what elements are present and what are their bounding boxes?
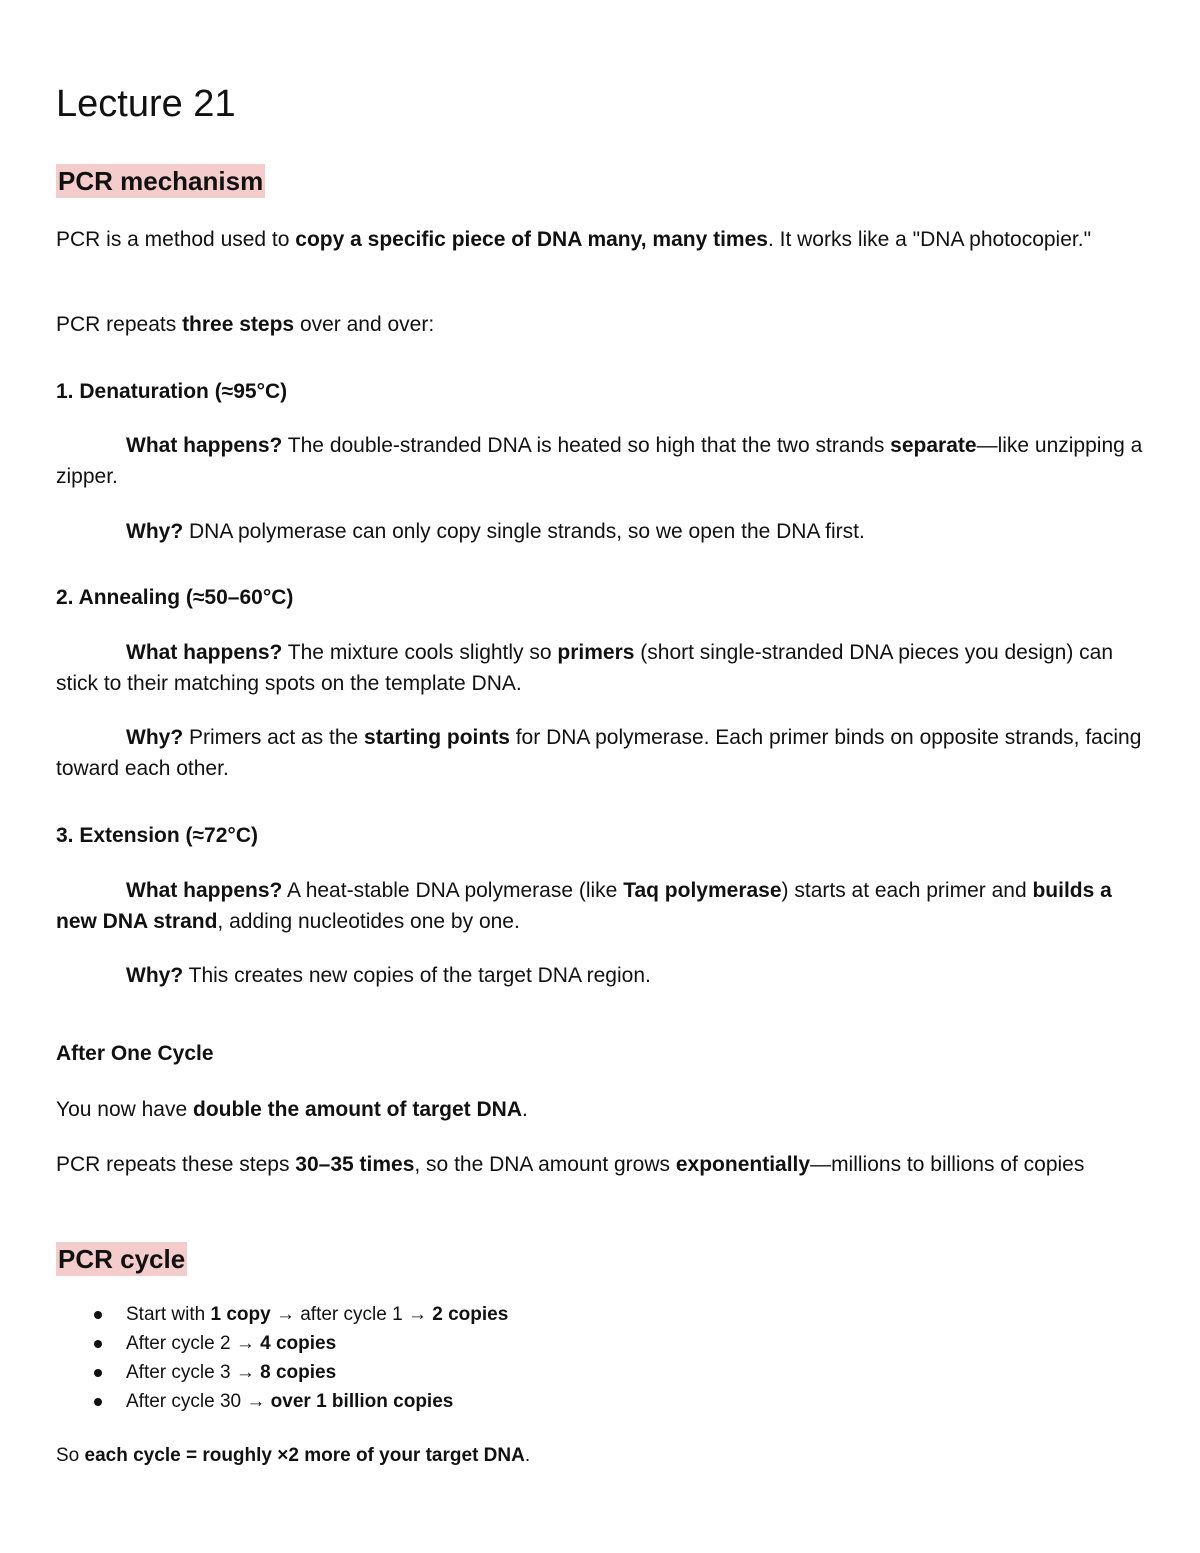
- bold-text: three steps: [182, 313, 295, 336]
- text-span: After cycle 30 →: [126, 1391, 271, 1412]
- bullet-icon: [94, 1311, 102, 1319]
- bold-text: 4 copies: [260, 1333, 337, 1354]
- list-item: [56, 1358, 508, 1387]
- step3-why: [56, 960, 1146, 991]
- bold-text: exponentially: [675, 1153, 811, 1176]
- step3-what: [56, 875, 1146, 937]
- step1-why: [56, 516, 1146, 547]
- text-span: , adding nucleotides one by one.: [217, 910, 520, 933]
- bold-text: separate: [890, 434, 977, 457]
- bold-text: 2 copies: [432, 1304, 509, 1325]
- text-span: . It works like a "DNA photocopier.": [767, 228, 1092, 251]
- text-span: → after cycle 1 →: [270, 1304, 433, 1325]
- bullet-icon: [94, 1398, 102, 1406]
- text-span: over and over:: [294, 313, 435, 336]
- text-span: After cycle 3 →: [126, 1362, 261, 1383]
- text-span: Primers act as the: [183, 726, 365, 749]
- step2-why: [56, 722, 1146, 784]
- step2-what: [56, 637, 1146, 699]
- bold-text: double the amount of target DNA: [193, 1098, 523, 1121]
- text-span: PCR repeats: [56, 313, 183, 336]
- text-span: for DNA polymerase. Each primer binds on opposite strands, facing toward each other.: [56, 726, 1142, 780]
- text-span: The mixture cools slightly so: [282, 641, 558, 664]
- bold-text: 1 copy: [210, 1304, 271, 1325]
- text-span: PCR repeats these steps: [56, 1153, 296, 1176]
- bold-text: starting points: [364, 726, 510, 749]
- text-span: ) starts at each primer and: [781, 879, 1033, 902]
- bold-text: What happens?: [126, 434, 283, 457]
- bold-text: 8 copies: [260, 1362, 337, 1383]
- bold-text: Why?: [126, 964, 184, 987]
- text-span: —like unzipping a zipper.: [56, 434, 1143, 488]
- text-span: This creates new copies of the target DNA region.: [183, 964, 651, 987]
- pcr-cycle-list: [56, 1300, 508, 1416]
- summary-paragraph: [56, 1440, 1146, 1471]
- bold-text: What happens?: [126, 879, 283, 902]
- step1-what: [56, 430, 1146, 492]
- step-title-extension: 3. Extension (≈72°C): [56, 824, 258, 847]
- text-span: .: [522, 1098, 528, 1121]
- intro-paragraph: [56, 224, 1146, 255]
- text-span: (short single-stranded DNA pieces you design) can stick to their matching spots on the template DNA.: [56, 641, 1114, 695]
- bold-text: Why?: [126, 520, 184, 543]
- list-item: [56, 1329, 508, 1358]
- page-title: Lecture 21: [56, 83, 236, 125]
- text-span: A heat-stable DNA polymerase (like: [282, 879, 624, 902]
- step-title-denaturation: 1. Denaturation (≈95°C): [56, 380, 288, 403]
- text-span: —millions to billions of copies: [810, 1153, 1085, 1176]
- bold-text: What happens?: [126, 641, 283, 664]
- text-span: So: [56, 1445, 85, 1466]
- after-cycle-paragraph-2: [56, 1149, 1146, 1180]
- list-item: [56, 1300, 508, 1329]
- bold-text: Why?: [126, 726, 184, 749]
- bold-text: 30–35 times: [295, 1153, 415, 1176]
- bold-text: copy a specific piece of DNA many, many times: [295, 228, 768, 251]
- step-title-annealing: 2. Annealing (≈50–60°C): [56, 586, 294, 609]
- text-span: The double-stranded DNA is heated so high that the two strands: [282, 434, 891, 457]
- bold-text: builds a new DNA strand: [56, 879, 1112, 933]
- text-span: PCR is a method used to: [56, 228, 296, 251]
- after-one-cycle-heading: After One Cycle: [56, 1042, 214, 1065]
- list-item: [56, 1387, 508, 1416]
- after-cycle-paragraph-1: [56, 1094, 1146, 1125]
- text-span: You now have: [56, 1098, 194, 1121]
- bold-text: Taq polymerase: [623, 879, 782, 902]
- bold-text: each cycle = roughly ×2 more of your target DNA: [84, 1445, 525, 1466]
- text-span: , so the DNA amount grows: [414, 1153, 676, 1176]
- text-span: Start with: [126, 1304, 211, 1325]
- bold-text: over 1 billion copies: [270, 1391, 454, 1412]
- section-heading-pcr-cycle: PCR cycle: [58, 1244, 186, 1274]
- steps-intro-paragraph: [56, 309, 1146, 340]
- bold-text: primers: [557, 641, 635, 664]
- text-span: .: [524, 1445, 531, 1466]
- text-span: After cycle 2 →: [126, 1333, 261, 1354]
- section-heading-pcr-mechanism: PCR mechanism: [58, 166, 264, 196]
- text-span: DNA polymerase can only copy single strands, so we open the DNA first.: [183, 520, 865, 543]
- bullet-icon: [94, 1369, 102, 1377]
- bullet-icon: [94, 1340, 102, 1348]
